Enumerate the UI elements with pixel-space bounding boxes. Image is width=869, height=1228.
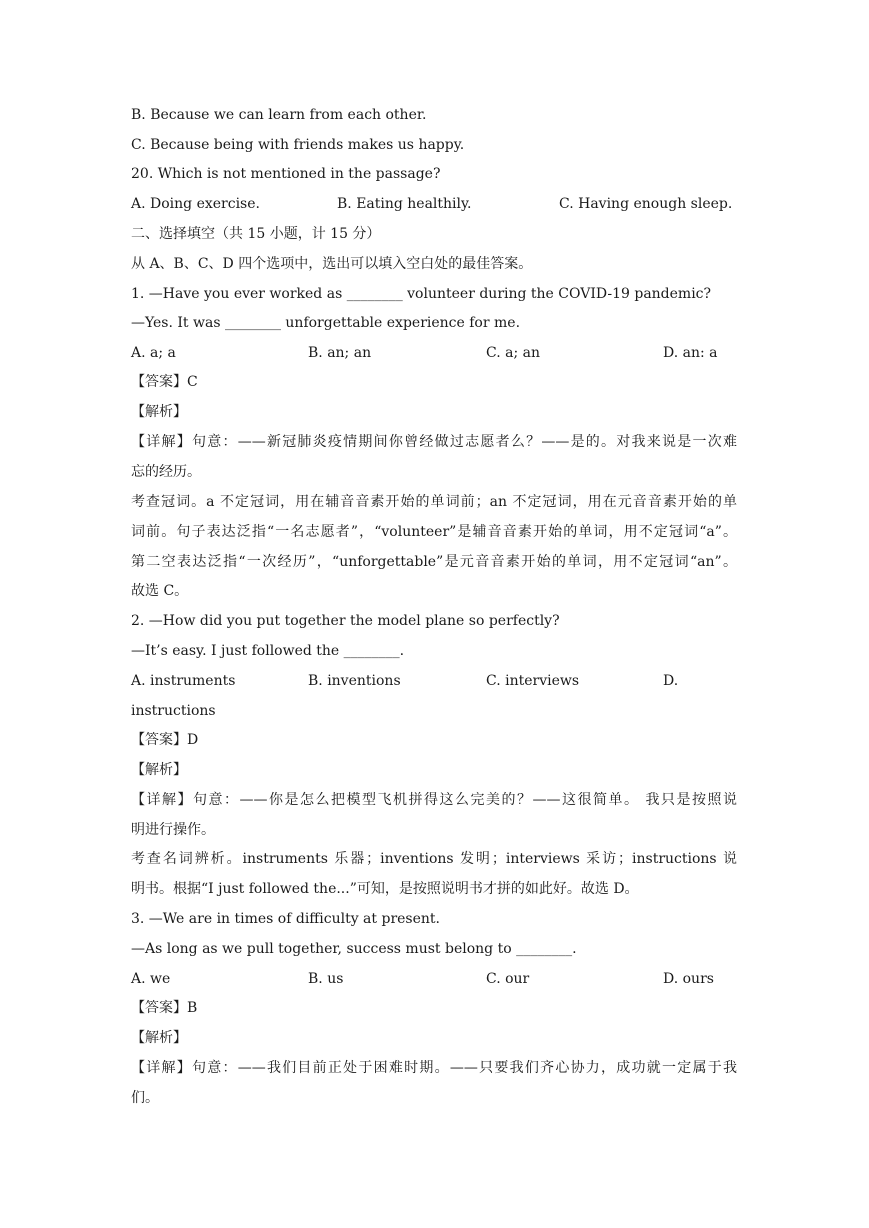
q1-option-a: A. a; a <box>131 345 176 361</box>
q1-explanation: 词前。句子表达泛指“一名志愿者”，“volunteer”是辅音音素开始的单词，用不定冠词“a”。 <box>131 524 737 540</box>
q3-option-b: B. us <box>308 971 344 987</box>
q2-detail: 明进行操作。 <box>131 822 215 838</box>
question-3-line-1: 3. —We are in times of difficulty at present. <box>131 911 440 927</box>
q1-explanation: 第二空表达泛指“一次经历”，“unforgettable”是元音音素开始的单词，用不定冠词“an”。 <box>131 554 737 570</box>
q1-answer: 【答案】C <box>131 374 198 390</box>
q2-option-c: C. interviews <box>486 673 580 689</box>
q2-option-d: D. <box>663 673 679 689</box>
section-title: 二、选择填空（共 15 小题，计 15 分） <box>131 226 381 242</box>
q20-option-b: B. Eating healthily. <box>337 196 472 212</box>
q2-analysis-label: 【解析】 <box>131 762 187 778</box>
option-line: B. Because we can learn from each other. <box>131 107 427 123</box>
q1-detail: 【详解】句意：——新冠肺炎疫情期间你曾经做过志愿者么？——是的。对我来说是一次难 <box>131 434 737 450</box>
question-3-line-2: —As long as we pull together, success must belong to ________. <box>131 941 577 957</box>
q3-detail: 们。 <box>131 1090 159 1106</box>
q2-answer: 【答案】D <box>131 732 199 748</box>
q3-option-c: C. our <box>486 971 530 987</box>
question-20: 20. Which is not mentioned in the passage? <box>131 166 441 182</box>
question-1-line-2: —Yes. It was ________ unforgettable experience for me. <box>131 315 521 331</box>
q3-option-d: D. ours <box>663 971 714 987</box>
q3-analysis-label: 【解析】 <box>131 1030 187 1046</box>
q1-detail: 忘的经历。 <box>131 464 201 480</box>
question-2-line-1: 2. —How did you put together the model plane so perfectly? <box>131 613 560 629</box>
q3-answer: 【答案】B <box>131 1000 198 1016</box>
q2-detail: 【详解】句意：——你是怎么把模型飞机拼得这么完美的？——这很简单。 我只是按照说 <box>131 792 737 808</box>
q1-option-b: B. an; an <box>308 345 372 361</box>
q20-option-a: A. Doing exercise. <box>131 196 260 212</box>
section-instruction: 从 A、B、C、D 四个选项中，选出可以填入空白处的最佳答案。 <box>131 256 533 272</box>
q2-explanation: 明书。根据“I just followed the...”可知，是按照说明书才拼的如此好。故选 D。 <box>131 881 639 897</box>
q3-option-a: A. we <box>131 971 171 987</box>
q3-detail: 【详解】句意：——我们目前正处于困难时期。——只要我们齐心协力，成功就一定属于我 <box>131 1060 737 1076</box>
question-1-line-1: 1. —Have you ever worked as ________ volunteer during the COVID-19 pandemic? <box>131 286 712 302</box>
q2-option-b: B. inventions <box>308 673 401 689</box>
q1-explanation: 故选 C。 <box>131 583 189 599</box>
q20-option-c: C. Having enough sleep. <box>559 196 733 212</box>
q1-analysis-label: 【解析】 <box>131 404 187 420</box>
q1-option-c: C. a; an <box>486 345 540 361</box>
q1-explanation: 考查冠词。a 不定冠词，用在辅音音素开始的单词前；an 不定冠词，用在元音音素开始的单 <box>131 494 737 510</box>
q2-explanation: 考查名词辨析。instruments 乐器；inventions 发明；interviews 采访；instructions 说 <box>131 851 737 867</box>
option-line: C. Because being with friends makes us happy. <box>131 137 465 153</box>
q2-option-a: A. instruments <box>131 673 236 689</box>
q1-option-d: D. an: a <box>663 345 718 361</box>
q2-option-d-text: instructions <box>131 703 216 719</box>
question-2-line-2: —It’s easy. I just followed the ________. <box>131 643 405 659</box>
